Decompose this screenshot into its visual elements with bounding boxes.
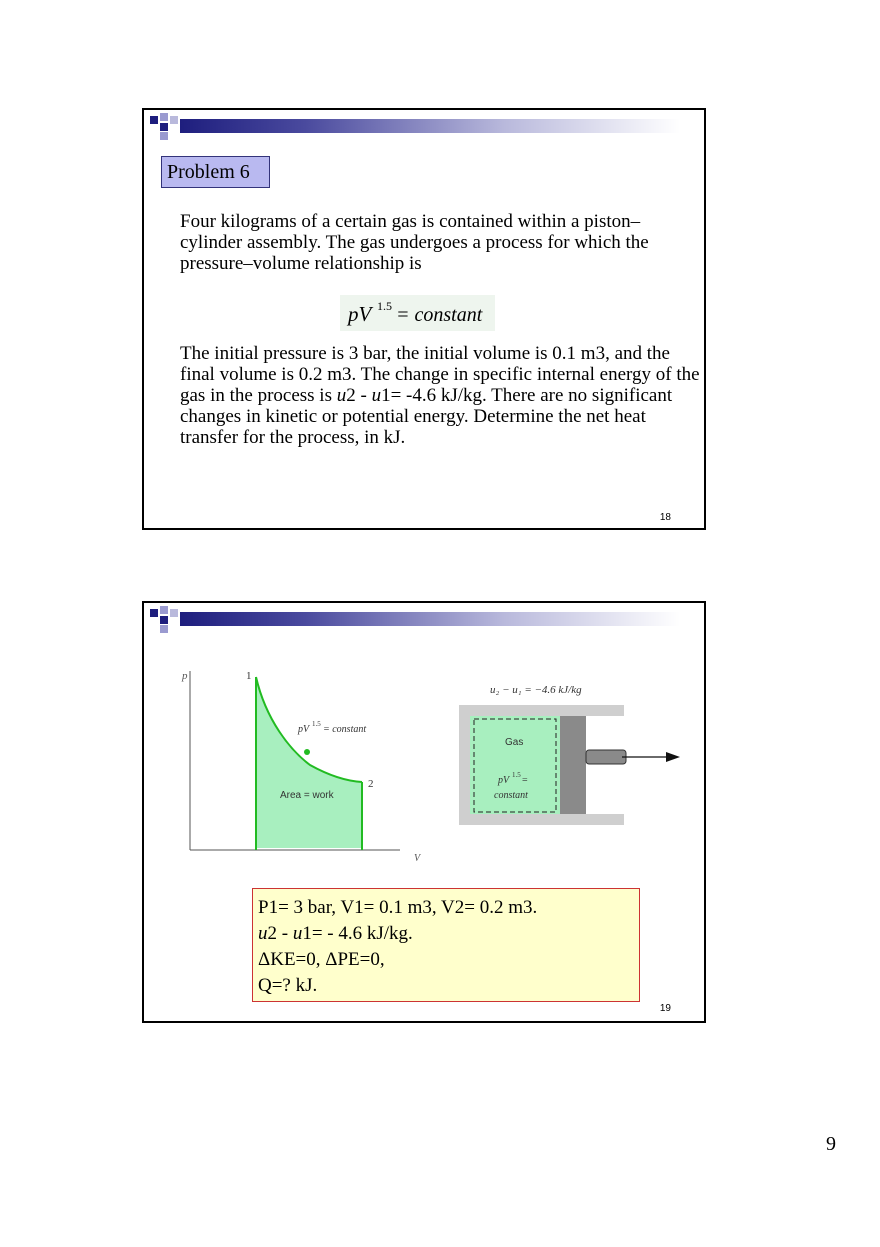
motion-arrow-head <box>666 752 680 762</box>
relation-constant: constant <box>494 790 528 801</box>
u-symbol: u <box>336 385 347 406</box>
slide-number: 18 <box>659 512 671 523</box>
problem-body <box>180 343 700 448</box>
u-symbol: u <box>371 385 382 406</box>
u-symbol: u <box>292 923 303 944</box>
given-line-2-end: 1= - 4.6 kJ/kg. <box>302 923 413 944</box>
gas-label: Gas <box>505 737 524 748</box>
pv-diagram <box>170 665 421 870</box>
curve-label-exponent: 1.5 <box>312 720 321 728</box>
slide-header-decoration <box>144 110 708 140</box>
formula-rhs: = constant <box>396 304 483 326</box>
given-line-1: P1= 3 bar, V1= 0.1 m3, V2= 0.2 m3. <box>258 897 538 918</box>
body-text-2: 2 - <box>346 385 372 406</box>
p-axis-label: p <box>182 670 188 682</box>
problem-title: Problem 6 <box>161 156 270 188</box>
curve-label: pV <box>298 724 310 735</box>
relation-equals: = <box>522 775 528 786</box>
piston-head <box>560 716 586 814</box>
slide-header-decoration <box>144 603 708 633</box>
given-data-box <box>252 888 640 1002</box>
formula-exponent: 1.5 <box>377 299 392 313</box>
v-axis-label: V <box>414 853 421 864</box>
state-1-label: 1 <box>246 670 252 682</box>
given-line-3: ΔKE=0, ΔPE=0, <box>258 949 385 970</box>
problem-intro: Four kilograms of a certain gas is contained within a piston–cylinder assembly. The gas undergoes a process for which the pressure–volume relationship is <box>180 211 649 274</box>
given-line-4: Q=? kJ. <box>258 975 318 996</box>
energy-change-label: u₂ − u₁ = −4.6 kJ/kg <box>490 684 582 696</box>
area-label: Area = work <box>280 790 334 801</box>
curve-arrow-marker <box>304 749 310 755</box>
formula <box>340 295 495 331</box>
slide-18 <box>142 108 706 530</box>
slide-19 <box>142 601 706 1023</box>
state-2-label: 2 <box>368 778 374 790</box>
piston-rod <box>586 750 626 764</box>
formula-lhs: pV <box>348 302 372 326</box>
relation-label: pV <box>498 775 510 786</box>
given-line-2 <box>258 921 633 947</box>
body-text-1: The initial pressure is 3 bar, the initial volume is 0.1 m3, and the final volume is 0.2 m3. The change in specific internal energy of the gas in the process is <box>180 343 700 406</box>
page-number: 9 <box>826 1133 836 1155</box>
given-line-2-mid: 2 - <box>267 923 293 944</box>
body-text-3: 1= -4.6 kJ/kg. There are no significant changes in kinetic or potential energy. Determine the net heat transfer for the process, in kJ. <box>180 385 673 448</box>
piston-cylinder-diagram <box>454 681 694 841</box>
slide-number: 19 <box>659 1003 671 1014</box>
curve-label-rhs: = constant <box>323 724 367 735</box>
relation-exponent: 1.5 <box>512 771 521 779</box>
work-area <box>256 677 362 848</box>
u-symbol: u <box>258 923 268 944</box>
